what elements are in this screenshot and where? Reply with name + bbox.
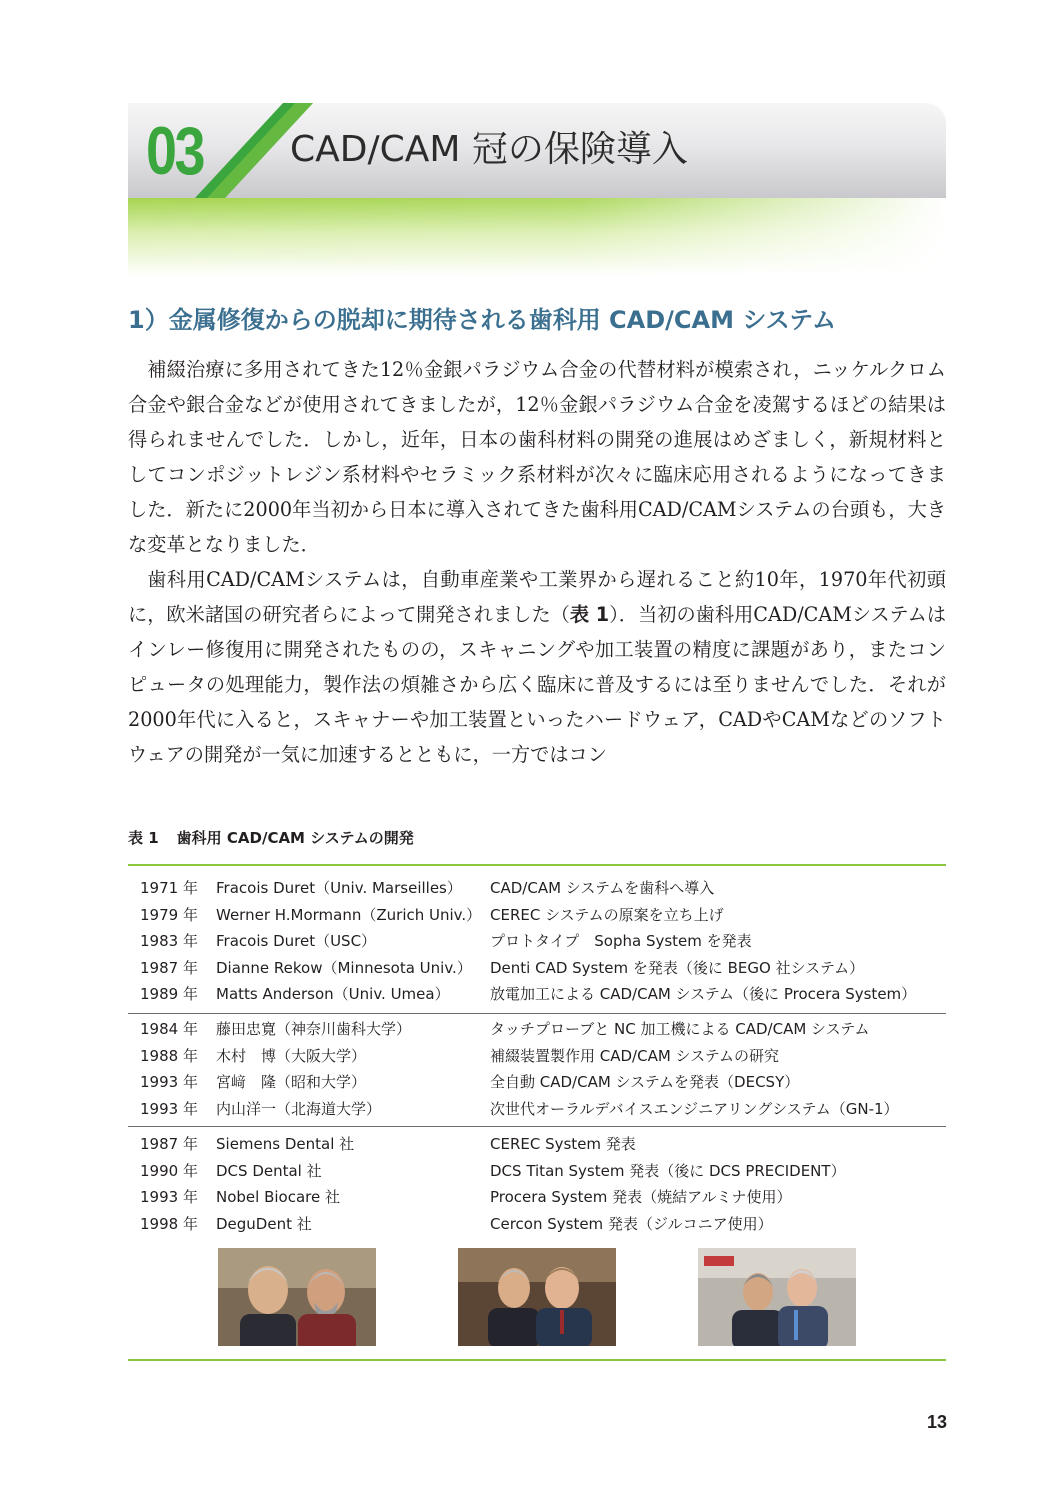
table-group-divider bbox=[128, 1013, 946, 1014]
row-year: 1983 年 bbox=[140, 932, 198, 950]
row-description: Denti CAD System を発表（後に BEGO 社システム） bbox=[490, 958, 865, 977]
row-description: 補綴装置製作用 CAD/CAM システムの研究 bbox=[490, 1046, 780, 1065]
table-row bbox=[140, 1043, 940, 1070]
row-description: プロトタイプ Sopha System を発表 bbox=[490, 932, 752, 950]
photo-researchers-1 bbox=[218, 1248, 376, 1346]
row-developer: 木村 博（大阪大学） bbox=[216, 1046, 367, 1065]
table-group-overseas-research bbox=[140, 875, 940, 1008]
table-caption bbox=[128, 826, 414, 850]
table-group-divider bbox=[128, 1126, 946, 1127]
row-year: 1993 年 bbox=[140, 1188, 198, 1206]
row-description: CAD/CAM システムを歯科へ導入 bbox=[490, 879, 715, 897]
row-description: 次世代オーラルデバイスエンジニアリングシステム（GN-1） bbox=[490, 1099, 899, 1118]
row-description: Procera System 発表（焼結アルミナ使用） bbox=[490, 1188, 792, 1206]
row-description: CEREC システムの原案を立ち上げ bbox=[490, 905, 724, 924]
row-year: 1989 年 bbox=[140, 985, 198, 1003]
row-year: 1993 年 bbox=[140, 1073, 198, 1091]
table-row bbox=[140, 1211, 940, 1238]
table-bottom-rule bbox=[128, 1359, 946, 1361]
row-year: 1971 年 bbox=[140, 879, 198, 897]
table-row bbox=[140, 1096, 940, 1123]
chapter-number: 03 bbox=[146, 113, 204, 189]
table-row bbox=[140, 1184, 940, 1211]
row-developer: Matts Anderson（Univ. Umea） bbox=[216, 985, 450, 1003]
table-caption-title: 歯科用 CAD/CAM システムの開発 bbox=[176, 829, 414, 847]
row-year: 1987 年 bbox=[140, 958, 198, 977]
row-year: 1993 年 bbox=[140, 1099, 198, 1118]
row-year: 1998 年 bbox=[140, 1214, 198, 1233]
row-year: 1984 年 bbox=[140, 1020, 198, 1038]
row-developer: Fracois Duret（USC） bbox=[216, 932, 377, 950]
body-paragraph-2 bbox=[128, 562, 946, 772]
row-description: DCS Titan System 発表（後に DCS PRECIDENT） bbox=[490, 1161, 846, 1180]
table-group-commercial-systems bbox=[140, 1131, 940, 1237]
table-row bbox=[140, 1069, 940, 1096]
row-developer: DeguDent 社 bbox=[216, 1214, 312, 1233]
row-description: 放電加工による CAD/CAM システム（後に Procera System） bbox=[490, 985, 917, 1003]
section-heading: 1）金属修復からの脱却に期待される歯科用 CAD/CAM システム bbox=[128, 306, 836, 334]
table-top-rule bbox=[128, 864, 946, 866]
row-year: 1990 年 bbox=[140, 1161, 198, 1180]
table-row bbox=[140, 1158, 940, 1185]
page-number: 13 bbox=[926, 1412, 947, 1432]
row-year: 1979 年 bbox=[140, 905, 198, 924]
row-year: 1987 年 bbox=[140, 1135, 198, 1153]
table-row bbox=[140, 875, 940, 902]
body-paragraph-2-start: 歯科用CAD/CAMシステムは，自動車産業や工業界から遅れること約10年，1970年代初頭に，欧米諸国の研究者らによって開発されました（ bbox=[128, 568, 946, 626]
table-caption-label: 表 1 bbox=[128, 829, 159, 847]
body-paragraph-1: 補綴治療に多用されてきた12％金銀パラジウム合金の代替材料が模索され，ニッケルクロム合金や銀合金などが使用されてきましたが，12％金銀パラジウム合金を凌駕するほどの結果は得られませんでした．しかし，近年，日本の歯科材料の開発の進展はめざましく，新規材料としてコンポジットレジン系材料やセラミック系材料が次々に臨床応用されるようになってきました．新たに2000年当初から日本に導入されてきた歯科用CAD/CAMシステムの台頭も，大きな変革となりました． bbox=[128, 358, 946, 556]
row-developer: DCS Dental 社 bbox=[216, 1161, 322, 1180]
row-developer: Fracois Duret（Univ. Marseilles） bbox=[216, 879, 462, 897]
row-description: Cercon System 発表（ジルコニア使用） bbox=[490, 1214, 773, 1233]
body-text bbox=[128, 352, 946, 772]
row-description: 全自動 CAD/CAM システムを発表（DECSY） bbox=[490, 1073, 800, 1091]
row-developer: Siemens Dental 社 bbox=[216, 1135, 355, 1153]
table-group-japan-research bbox=[140, 1016, 940, 1122]
row-developer: Nobel Biocare 社 bbox=[216, 1188, 340, 1206]
table-row bbox=[140, 981, 940, 1008]
table-reference: 表 1 bbox=[569, 603, 610, 626]
row-description: タッチプローブと NC 加工機による CAD/CAM システム bbox=[490, 1020, 870, 1038]
table-row bbox=[140, 902, 940, 929]
row-description: CEREC System 発表 bbox=[490, 1135, 636, 1153]
row-developer: 藤田忠寛（神奈川歯科大学） bbox=[216, 1020, 412, 1038]
table-row bbox=[140, 928, 940, 955]
row-year: 1988 年 bbox=[140, 1046, 198, 1065]
row-developer: Werner H.Mormann（Zurich Univ.） bbox=[216, 905, 482, 924]
photo-researchers-2 bbox=[458, 1248, 616, 1346]
table-row bbox=[140, 1131, 940, 1158]
table-row bbox=[140, 1016, 940, 1043]
chapter-title: CAD/CAM 冠の保険導入 bbox=[290, 129, 688, 170]
row-developer: 宮﨑 隆（昭和大学） bbox=[216, 1073, 367, 1091]
body-paragraph-2-end: ）．当初の歯科用CAD/CAMシステムはインレー修復用に開発されたものの，スキャニングや加工装置の精度に課題があり，またコンピュータの処理能力，製作法の煩雑さから広く臨床に普及するには至りませんでした．それが2000年代に入ると，スキャナーや加工装置といったハードウェア，CADやCAMなどのソフトウェアの開発が一気に加速するとともに，一方ではコン bbox=[128, 603, 947, 766]
table-row bbox=[140, 955, 940, 982]
row-developer: 内山洋一（北海道大学） bbox=[216, 1099, 382, 1118]
photo-researchers-3 bbox=[698, 1248, 856, 1346]
chapter-banner-glow bbox=[128, 198, 946, 276]
row-developer: Dianne Rekow（Minnesota Univ.） bbox=[216, 958, 472, 977]
